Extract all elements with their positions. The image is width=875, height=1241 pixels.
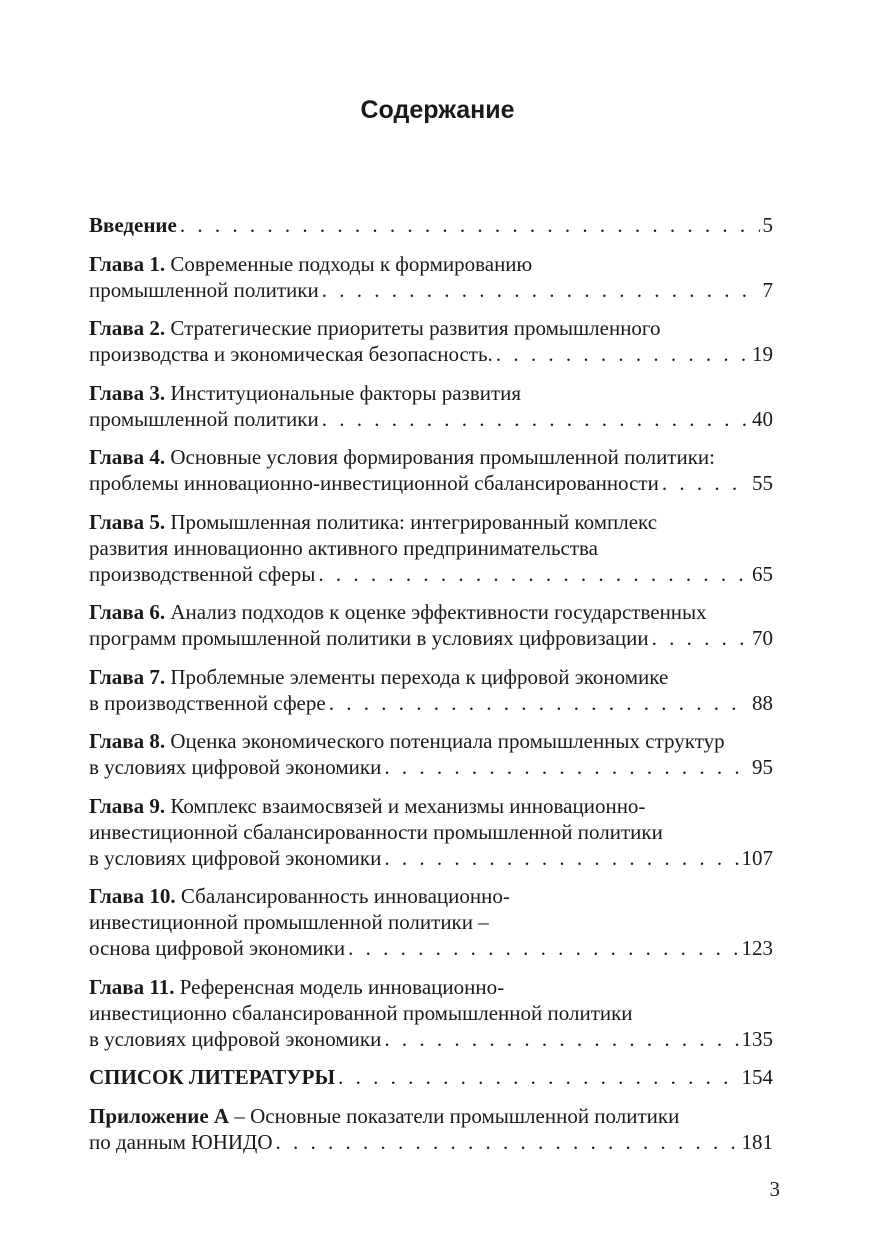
toc-entry-page: 55	[752, 471, 773, 495]
toc-entry-line	[89, 1129, 773, 1155]
toc-entry-label: Глава 2.	[89, 316, 166, 340]
dot-leader	[329, 690, 749, 716]
toc-entry-title: в условиях цифровой экономики	[89, 845, 382, 870]
toc-entry-page: 107	[741, 845, 773, 870]
toc-entry-text	[89, 794, 645, 818]
toc-entry-text	[89, 600, 707, 624]
toc-entry[interactable]	[89, 1064, 773, 1090]
toc-entry-text	[89, 381, 521, 405]
dot-leader	[662, 470, 749, 496]
toc-entry-page: 65	[752, 561, 773, 586]
toc-entry-line	[89, 1000, 773, 1026]
toc-entry-text	[89, 935, 345, 961]
toc-entry-line	[89, 754, 773, 780]
toc-entry-text	[89, 910, 489, 934]
toc-entry-label: Глава 5.	[89, 509, 166, 534]
toc-entry-title: – Основные показатели промышленной политики	[229, 1103, 680, 1128]
toc-entry-line	[89, 535, 773, 561]
dot-leader	[496, 341, 749, 367]
toc-entry-title: промышленной политики	[89, 277, 319, 302]
toc-entry-line	[89, 690, 773, 716]
toc-entry-label: Глава 1.	[89, 251, 166, 276]
toc-entry-label: Глава 8.	[89, 729, 166, 753]
toc-entry-line	[89, 251, 773, 277]
toc-entry-text	[89, 820, 663, 844]
toc-entry-line	[89, 664, 773, 690]
toc-entry[interactable]	[89, 509, 773, 587]
table-of-contents	[89, 212, 773, 1167]
toc-entry-title: Референсная модель инновационно-	[174, 974, 505, 999]
toc-entry-page: 95	[752, 755, 773, 779]
toc-entry-text	[89, 316, 661, 340]
toc-entry-title: инвестиционной сбалансированности промышленной политики	[89, 819, 663, 844]
toc-entry-line	[89, 277, 773, 303]
toc-entry-text	[89, 341, 493, 367]
toc-entry-line	[89, 909, 773, 935]
toc-entry-title: развития инновационно активного предпринимательства	[89, 535, 598, 560]
toc-entry-text	[89, 845, 381, 871]
toc-entry-label: Введение	[89, 213, 177, 237]
toc-entry-line	[89, 315, 773, 341]
toc-entry-page: 135	[741, 1026, 773, 1051]
toc-entry-title: Комплекс взаимосвязей и механизмы инновационно-	[165, 793, 646, 818]
toc-entry-line	[89, 444, 773, 470]
toc-entry-text	[89, 1026, 381, 1052]
toc-entry[interactable]	[89, 664, 773, 716]
toc-entry-label: Глава 4.	[89, 445, 166, 469]
toc-entry-line	[89, 509, 773, 535]
toc-entry-line	[89, 974, 773, 1000]
toc-entry-text	[89, 729, 725, 753]
toc-entry[interactable]	[89, 974, 773, 1052]
toc-entry-label: Глава 10.	[89, 884, 176, 908]
toc-entry-title: Проблемные элементы перехода к цифровой экономике	[165, 664, 669, 689]
toc-entry[interactable]	[89, 728, 773, 780]
toc-entry[interactable]	[89, 212, 773, 238]
dot-leader	[322, 277, 760, 303]
toc-entry-text	[89, 561, 315, 587]
toc-entry[interactable]	[89, 444, 773, 496]
toc-entry-line	[89, 728, 773, 754]
toc-entry-text	[89, 1001, 633, 1025]
toc-entry-label: Глава 11.	[89, 974, 175, 999]
toc-entry-line	[89, 406, 773, 432]
dot-leader	[318, 561, 749, 587]
toc-entry-title: Современные подходы к формированию	[165, 251, 533, 276]
dot-leader	[652, 625, 749, 651]
toc-entry-text	[89, 510, 657, 534]
toc-entry-text	[89, 470, 659, 496]
toc-entry-page: 5	[762, 213, 773, 237]
dot-leader	[322, 406, 749, 432]
page-number: 3	[769, 1177, 780, 1201]
toc-entry[interactable]	[89, 1103, 773, 1155]
toc-entry-title: Промышленная политика: интегрированный комплекс	[165, 509, 658, 534]
toc-entry-line	[89, 883, 773, 909]
toc-entry[interactable]	[89, 380, 773, 432]
toc-entry-page: 7	[762, 277, 773, 302]
toc-entry-line	[89, 625, 773, 651]
toc-entry-line	[89, 935, 773, 961]
toc-entry-text	[89, 252, 532, 276]
toc-entry-text	[89, 975, 504, 999]
toc-entry-label: Глава 9.	[89, 793, 166, 818]
toc-entry-text	[89, 1064, 335, 1090]
toc-entry-line	[89, 561, 773, 587]
toc-entry-title: Основные условия формирования промышленной политики:	[165, 445, 716, 469]
dot-leader	[276, 1129, 739, 1155]
toc-entry-page: 19	[752, 342, 773, 366]
dot-leader	[348, 935, 738, 961]
toc-entry-title: в условиях цифровой экономики	[89, 1026, 382, 1051]
toc-entry[interactable]	[89, 315, 773, 367]
toc-entry-title: Анализ подходов к оценке эффективности государственных	[165, 600, 707, 624]
toc-entry-title: в производственной сфере	[89, 690, 326, 715]
toc-entry-page: 123	[741, 936, 773, 960]
toc-entry-label: Приложение А	[89, 1103, 230, 1128]
toc-entry-label: СПИСОК ЛИТЕРАТУРЫ	[89, 1065, 336, 1089]
toc-entry-line	[89, 212, 773, 238]
dot-leader	[180, 212, 760, 238]
toc-entry-text	[89, 625, 649, 651]
toc-entry-title: Институциональные факторы развития	[165, 380, 522, 405]
toc-entry-text	[89, 536, 598, 560]
toc-entry-text	[89, 1104, 679, 1128]
page-title: Содержание	[360, 96, 515, 124]
toc-entry-line	[89, 341, 773, 367]
toc-entry-title: производства и экономическая безопасность.	[89, 342, 493, 366]
toc-entry-line	[89, 793, 773, 819]
toc-entry-text	[89, 277, 319, 303]
toc-entry-title: инвестиционной промышленной политики –	[89, 910, 489, 934]
dot-leader	[384, 845, 738, 871]
toc-entry-text	[89, 690, 326, 716]
toc-entry-line	[89, 380, 773, 406]
toc-entry-title: основа цифровой экономики	[89, 936, 346, 960]
toc-entry-text	[89, 212, 177, 238]
toc-entry-line	[89, 1026, 773, 1052]
toc-entry[interactable]	[89, 599, 773, 651]
dot-leader	[338, 1064, 738, 1090]
toc-entry-page: 181	[741, 1129, 773, 1154]
toc-entry[interactable]	[89, 251, 773, 303]
toc-entry-title: производственной сферы	[89, 561, 316, 586]
toc-entry-text	[89, 665, 668, 689]
toc-entry-page: 70	[752, 626, 773, 650]
toc-entry-line	[89, 819, 773, 845]
toc-entry-line	[89, 1103, 773, 1129]
toc-entry-title: Сбалансированность инновационно-	[175, 884, 510, 908]
dot-leader	[384, 1026, 738, 1052]
toc-entry-line	[89, 845, 773, 871]
toc-entry-text	[89, 754, 381, 780]
toc-entry-title: инвестиционно сбалансированной промышленной политики	[89, 1000, 633, 1025]
toc-entry-text	[89, 445, 715, 469]
toc-entry-title: по данным ЮНИДО	[89, 1129, 273, 1154]
toc-entry-title: в условиях цифровой экономики	[89, 755, 382, 779]
toc-entry-text	[89, 884, 510, 908]
toc-entry-page: 88	[752, 690, 773, 715]
toc-entry-title: проблемы инновационно-инвестиционной сбалансированности	[89, 471, 659, 495]
toc-entry-label: Глава 3.	[89, 380, 166, 405]
toc-entry-title: Оценка экономического потенциала промышленных структур	[165, 729, 725, 753]
dot-leader	[384, 754, 749, 780]
toc-entry-page: 40	[752, 406, 773, 431]
toc-entry-line	[89, 470, 773, 496]
toc-entry-label: Глава 7.	[89, 664, 166, 689]
toc-entry-line	[89, 1064, 773, 1090]
toc-entry-text	[89, 406, 319, 432]
toc-entry-line	[89, 599, 773, 625]
toc-entry[interactable]	[89, 883, 773, 961]
toc-entry-label: Глава 6.	[89, 600, 166, 624]
toc-entry-title: Стратегические приоритеты развития промышленного	[165, 316, 661, 340]
toc-entry-title: промышленной политики	[89, 406, 319, 431]
toc-entry-title: программ промышленной политики в условиях цифровизации	[89, 626, 649, 650]
toc-entry[interactable]	[89, 793, 773, 871]
toc-entry-text	[89, 1129, 273, 1155]
toc-entry-page: 154	[741, 1065, 773, 1089]
